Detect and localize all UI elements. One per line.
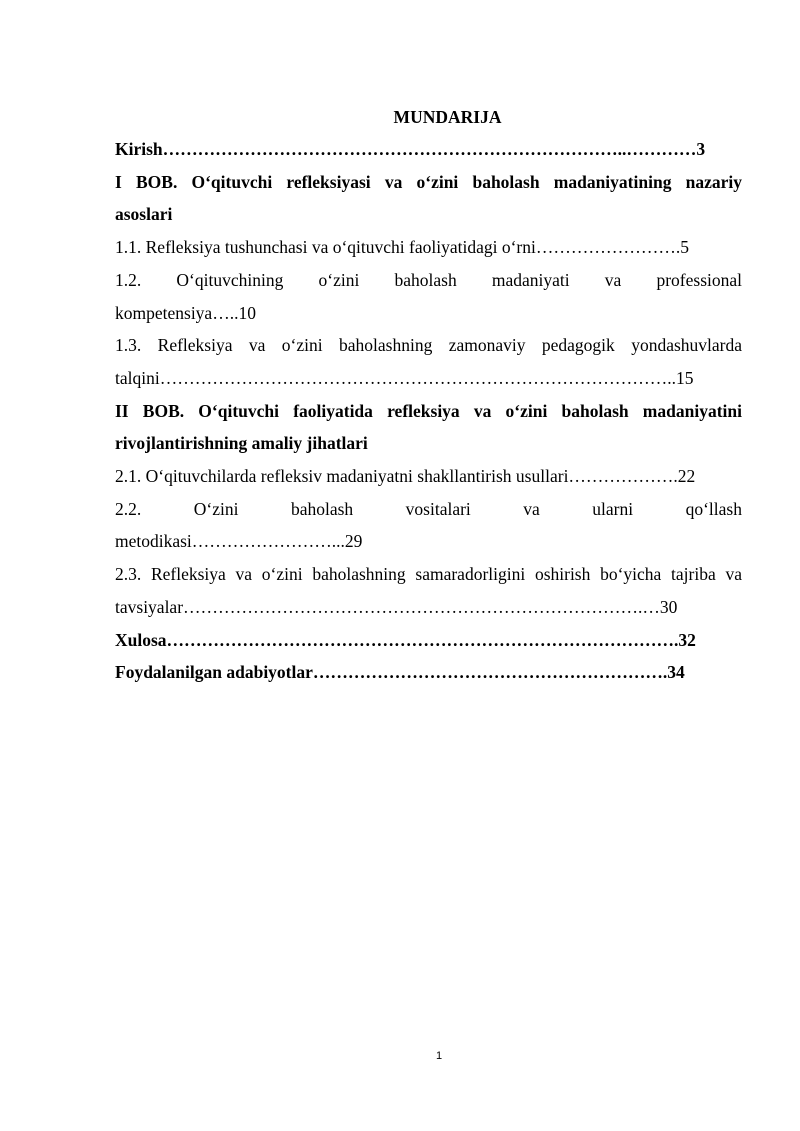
toc-entry-intro: Kirish……………………………………………………………………..…………3 [115, 139, 706, 159]
toc-entry-2-2-line-1: 2.2. O‘zini baholash vositalari va ularni qo‘llash [115, 498, 742, 519]
toc-entry-1-3-line-1: 1.3. Refleksiya va o‘zini baholashning zamonaviy pedagogik yondashuvlarda [115, 335, 742, 356]
toc-entry-1-1: 1.1. Refleksiya tushunchasi va o‘qituvchi faoliyatidagi o‘rni…………………….5 [115, 237, 689, 258]
toc-entry-2-2 [115, 493, 742, 558]
toc-entry-2-3-line-2: tavsiyalar…………………………………………………………………….…30 [115, 596, 678, 617]
toc-entry-chapter-1-line-2: asoslari [115, 204, 173, 225]
toc-entry-chapter-2 [115, 395, 742, 460]
toc-entry-chapter-1-line-1: I BOB. O‘qituvchi refleksiyasi va o‘zini baholash madaniyatining nazariy [115, 171, 742, 192]
toc-entry-2-3 [115, 558, 742, 623]
toc-title: MUNDARIJA [393, 107, 502, 127]
toc-entry-1-2-line-2: kompetensiya…..10 [115, 302, 256, 323]
toc-entry-2-2-line-2: metodikasi……………………...29 [115, 531, 363, 552]
toc-entry-1-3 [115, 329, 742, 394]
toc-entry-1-3-line-2: talqini……………………………………………………………………………..15 [115, 367, 694, 388]
toc-entry-chapter-2-line-2: rivojlantirishning amaliy jihatlari [115, 433, 368, 454]
toc-entry-bibliography: Foydalanilgan adabiyotlar…………………………………………………….34 [115, 662, 685, 683]
toc-entry-1-2-line-1: 1.2. O‘qituvchining o‘zini baholash madaniyati va professional [115, 269, 742, 290]
table-of-contents [115, 104, 742, 689]
page-number: 1 [435, 1050, 443, 1062]
toc-entry-2-1: 2.1. O‘qituvchilarda refleksiv madaniyatni shakllantirish usullari……………….22 [115, 466, 696, 487]
toc-entry-1-2 [115, 264, 742, 329]
toc-entry-2-3-line-1: 2.3. Refleksiya va o‘zini baholashning samaradorligini oshirish bo‘yicha tajriba va [115, 564, 742, 585]
toc-entry-chapter-1 [115, 166, 742, 231]
toc-entry-chapter-2-line-1: II BOB. O‘qituvchi faoliyatida refleksiya va o‘zini baholash madaniyatini [115, 400, 742, 421]
toc-entry-conclusion: Xulosa…………………………………………………………………………….32 [115, 629, 696, 650]
